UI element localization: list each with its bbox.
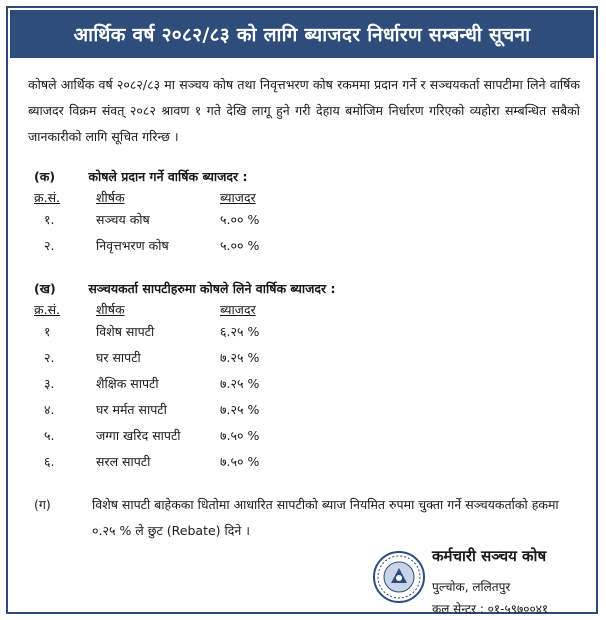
table-row [34,344,320,370]
row-rate: ७.२५ % [220,349,260,365]
section-a-label: (क) [34,169,56,184]
emblem-seal-icon [372,550,426,604]
row-rate: ५.०० % [220,237,260,253]
section-b-label: (ख) [34,281,56,296]
row-no: ३. [44,375,55,391]
table-header [34,300,320,318]
section-c-text: विशेष सापटी बाहेकका धितोमा आधारित सापटीको ब्याज नियमित रुपमा चुक्ता गर्ने सञ्चयकर्ताको हकमा ०.२५ % ले छुट (Rebate) दिने । [92,497,559,538]
row-rate: ७.२५ % [220,375,260,391]
row-rate: ७.५० % [220,427,260,443]
section-b-title: सञ्चयकर्ता सापटीहरुमा कोषले लिने वार्षिक ब्याजदर : [88,281,336,296]
col-title-header: शीर्षक [96,301,125,317]
table-row [34,448,320,474]
row-no: ६. [44,453,55,469]
row-title: शैक्षिक सापटी [96,375,159,391]
deposit-rate-table [34,188,320,258]
row-no: १. [44,211,55,227]
col-no-header: क्र.सं. [34,301,60,317]
notice-title: आर्थिक वर्ष २०८२/८३ को लागि ब्याजदर निर्धारण सम्बन्धी सूचना [10,10,594,58]
section-a-title: कोषले प्रदान गर्ने वार्षिक ब्याजदर : [88,169,248,184]
row-no: १ [44,323,51,339]
row-rate: ५.०० % [220,211,260,227]
section-b-heading [34,280,335,297]
col-no-header: क्र.सं. [34,189,60,205]
col-title-header: शीर्षक [96,189,125,205]
notice-document [6,6,598,614]
row-no: २. [44,237,55,253]
section-c-label: (ग) [34,497,51,512]
row-title: सञ्चय कोष [96,211,150,227]
col-rate-header: ब्याजदर [220,301,256,317]
row-no: ४. [44,401,55,417]
row-title: घर मर्मत सापटी [96,401,167,417]
table-row [34,318,320,344]
row-rate: ७.२५ % [220,401,260,417]
table-row [34,206,320,232]
org-address: पुल्चोक, ललितपुर [432,580,511,594]
rebate-note [34,492,586,544]
table-row [34,422,320,448]
row-title: घर सापटी [96,349,141,365]
col-rate-header: ब्याजदर [220,189,256,205]
row-no: २. [44,349,55,365]
table-row [34,396,320,422]
row-title: सरल सापटी [96,453,151,469]
call-center-number: कल सेन्टर : ०१-५९७००४१ [432,602,549,616]
row-no: ५. [44,427,55,443]
row-title: निवृत्तभरण कोष [96,237,169,253]
loan-rate-table [34,300,320,474]
table-row [34,370,320,396]
section-a-heading [34,168,248,185]
table-row [34,232,320,258]
row-rate: ७.५० % [220,453,260,469]
intro-paragraph: कोषले आर्थिक वर्ष २०८२/८३ मा सञ्चय कोष तथा निवृत्तभरण कोष रकममा प्रदान गर्ने र सञ्चयकर्ता सापटीमा लिने वार्षिक ब्याजदर विक्रम संवत् २०८२ श्रावण १ गते देखि लागू हुने गरी देहाय बमोजिम निर्धारण गरिएको व्यहोरा सम्बन्धित सबैको जानकारीको लागि सूचित गरिन्छ । [28,77,580,144]
org-name: कर्मचारी सञ्चय कोष [432,547,547,565]
table-header [34,188,320,206]
row-title: विशेष सापटी [96,323,155,339]
row-rate: ६.२५ % [220,323,260,339]
row-title: जग्गा खरिद सापटी [96,427,181,443]
